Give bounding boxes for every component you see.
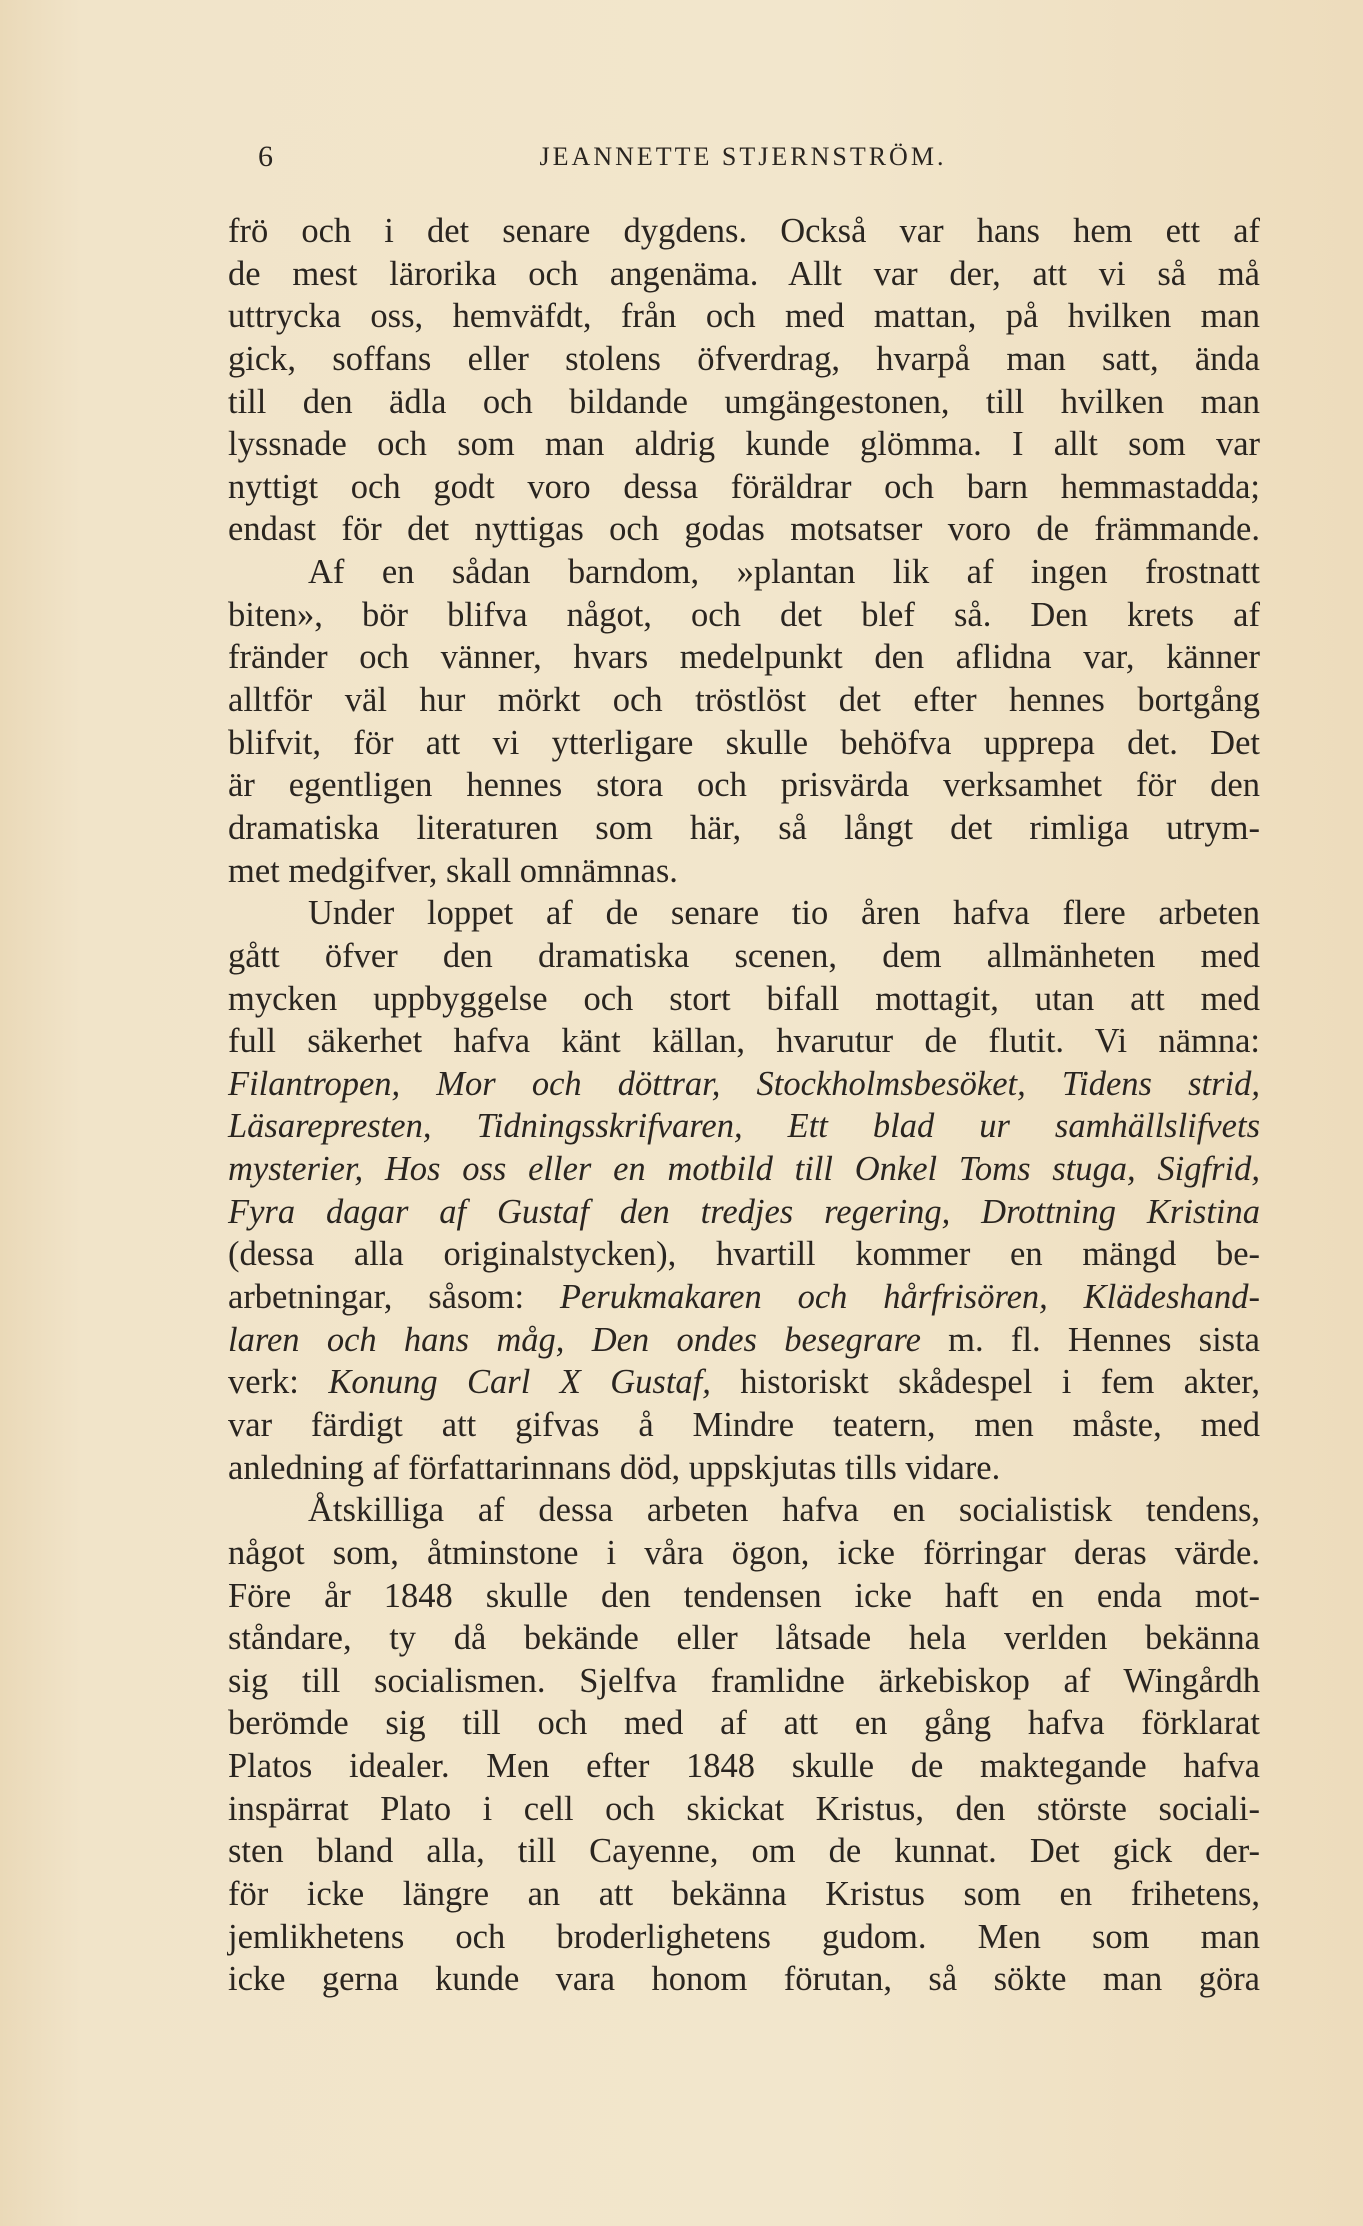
page-header xyxy=(228,140,1258,180)
text-line xyxy=(228,508,1260,551)
text-line xyxy=(228,1660,1260,1703)
line-text: Före år 1848 skulle den tendensen icke haft en enda mot- xyxy=(228,1576,1260,1615)
text-line xyxy=(228,1020,1260,1063)
text-line xyxy=(228,1191,1260,1234)
line-text: är egentligen hennes stora och prisvärda verksamhet för den xyxy=(228,766,1260,805)
text-line xyxy=(228,253,1260,296)
line-text: arbetningar, såsom: xyxy=(228,1278,560,1317)
line-text: frö och i det senare dygdens. Också var hans hem ett af xyxy=(228,212,1260,250)
line-text: mycken uppbyggelse och stort bifall mottagit, utan att med xyxy=(228,979,1260,1018)
line-text: verk: xyxy=(228,1363,329,1402)
line-text: uttrycka oss, hemväfdt, från och med mattan, på hvilken man xyxy=(228,297,1260,336)
text-line xyxy=(228,1532,1260,1575)
line-text: endast för det nyttigas och godas motsatser voro de främmande. xyxy=(228,510,1260,549)
line-text: fränder och vänner, hvars medelpunkt den aflidna var, känner xyxy=(228,638,1260,677)
line-text: historiskt skådespel i fem akter, xyxy=(710,1363,1260,1402)
line-text: icke gerna kunde vara honom förutan, så sökte man göra xyxy=(228,1960,1260,1999)
line-text: nyttigt och godt voro dessa föräldrar och barn hemmastadda; xyxy=(228,467,1260,506)
line-text: var färdigt att gifvas å Mindre teatern, men måste, med xyxy=(228,1405,1260,1444)
line-text: biten», bör blifva något, och det blef så. Den krets af xyxy=(228,595,1260,634)
text-line xyxy=(228,636,1260,679)
text-line xyxy=(228,1063,1260,1106)
line-text: anledning af författarinnans död, uppskjutas tills vidare. xyxy=(228,1448,1001,1487)
text-line xyxy=(228,722,1260,765)
text-line xyxy=(228,210,1260,253)
text-line xyxy=(228,423,1260,466)
line-text: lyssnade och som man aldrig kunde glömma. I allt som var xyxy=(228,425,1260,464)
text-line xyxy=(228,1148,1260,1191)
text-line xyxy=(228,978,1260,1021)
line-text: met medgifver, skall omnämnas. xyxy=(228,851,678,890)
line-text: sig till socialismen. Sjelfva framlidne ärkebiskop af Wingårdh xyxy=(228,1661,1260,1700)
italic-title-text: Fyra dagar af Gustaf den tredjes regering, Drottning Kristina xyxy=(228,1192,1260,1231)
line-text: Åtskilliga af dessa arbeten hafva en socialistisk tendens, xyxy=(308,1491,1260,1530)
text-line xyxy=(228,764,1260,807)
line-text: något som, åtminstone i våra ögon, icke förringar deras värde. xyxy=(228,1533,1260,1572)
text-line xyxy=(228,551,1260,594)
text-line xyxy=(228,338,1260,381)
text-line xyxy=(228,1489,1260,1532)
text-line xyxy=(228,1319,1260,1362)
running-head: JEANNETTE STJERNSTRÖM. xyxy=(539,142,947,171)
line-text: berömde sig till och med af att en gång hafva förklarat xyxy=(228,1704,1260,1743)
line-text: dramatiska literaturen som här, så långt det rimliga utrym- xyxy=(228,808,1260,847)
text-line xyxy=(228,1745,1260,1788)
text-line xyxy=(228,1276,1260,1319)
body-text xyxy=(228,210,1260,2001)
text-line xyxy=(228,679,1260,722)
italic-title-text: Konung Carl X Gustaf, xyxy=(328,1363,711,1402)
line-text: full säkerhet hafva känt källan, hvarutur de flutit. Vi nämna: xyxy=(228,1022,1260,1061)
text-line xyxy=(228,1916,1260,1959)
line-text: till den ädla och bildande umgängestonen, till hvilken man xyxy=(228,382,1260,421)
italic-title-text: Läsarepresten, Tidningsskrifvaren, Ett blad ur samhällslifvets xyxy=(228,1107,1260,1146)
text-line xyxy=(228,1575,1260,1618)
text-line xyxy=(228,1702,1260,1745)
text-line xyxy=(228,807,1260,850)
italic-title-text: laren och hans måg, Den ondes besegrare xyxy=(228,1320,921,1359)
line-text: alltför väl hur mörkt och tröstlöst det efter hennes bortgång xyxy=(228,681,1260,720)
text-line xyxy=(228,1404,1260,1447)
text-line xyxy=(228,892,1260,935)
text-line xyxy=(228,1958,1260,2001)
line-text: för icke längre an att bekänna Kristus som en frihetens, xyxy=(228,1874,1260,1913)
line-text: inspärrat Plato i cell och skickat Kristus, den störste sociali- xyxy=(228,1789,1260,1828)
line-text: gått öfver den dramatiska scenen, dem allmänheten med xyxy=(228,936,1260,975)
text-line xyxy=(228,1830,1260,1873)
line-text: jemlikhetens och broderlighetens gudom. Men som man xyxy=(228,1917,1260,1956)
text-line xyxy=(228,1617,1260,1660)
text-line xyxy=(228,381,1260,424)
line-text: sten bland alla, till Cayenne, om de kunnat. Det gick der- xyxy=(228,1832,1260,1871)
text-line xyxy=(228,1788,1260,1831)
line-text: Platos idealer. Men efter 1848 skulle de maktegande hafva xyxy=(228,1747,1260,1786)
line-text: Af en sådan barndom, »plantan lik af ingen frostnatt xyxy=(308,553,1260,592)
text-line xyxy=(228,850,1260,893)
line-text: Under loppet af de senare tio åren hafva flere arbeten xyxy=(308,894,1260,933)
italic-title-text: Filantropen, Mor och döttrar, Stockholmsbesöket, Tidens strid, xyxy=(228,1064,1260,1103)
text-line xyxy=(228,1873,1260,1916)
line-text: ståndare, ty då bekände eller låtsade hela verlden bekänna xyxy=(228,1619,1260,1658)
text-line xyxy=(228,1447,1260,1490)
italic-title-text: Perukmakaren och hårfrisören, Klädeshand- xyxy=(559,1278,1260,1317)
text-line xyxy=(228,1233,1260,1276)
line-text: de mest lärorika och angenäma. Allt var der, att vi så må xyxy=(228,254,1260,293)
text-line xyxy=(228,935,1260,978)
text-line xyxy=(228,1361,1260,1404)
line-text: gick, soffans eller stolens öfverdrag, hvarpå man satt, ända xyxy=(228,339,1260,378)
text-line xyxy=(228,594,1260,637)
text-line xyxy=(228,466,1260,509)
italic-title-text: mysterier, Hos oss eller en motbild till Onkel Toms stuga, Sigfrid, xyxy=(228,1150,1260,1189)
page-number: 6 xyxy=(258,140,276,173)
text-line xyxy=(228,1105,1260,1148)
line-text: m. fl. Hennes sista xyxy=(920,1320,1260,1359)
line-text: blifvit, för att vi ytterligare skulle behöfva upprepa det. Det xyxy=(228,723,1260,762)
line-text: (dessa alla originalstycken), hvartill kommer en mängd be- xyxy=(228,1235,1260,1274)
text-line xyxy=(228,295,1260,338)
